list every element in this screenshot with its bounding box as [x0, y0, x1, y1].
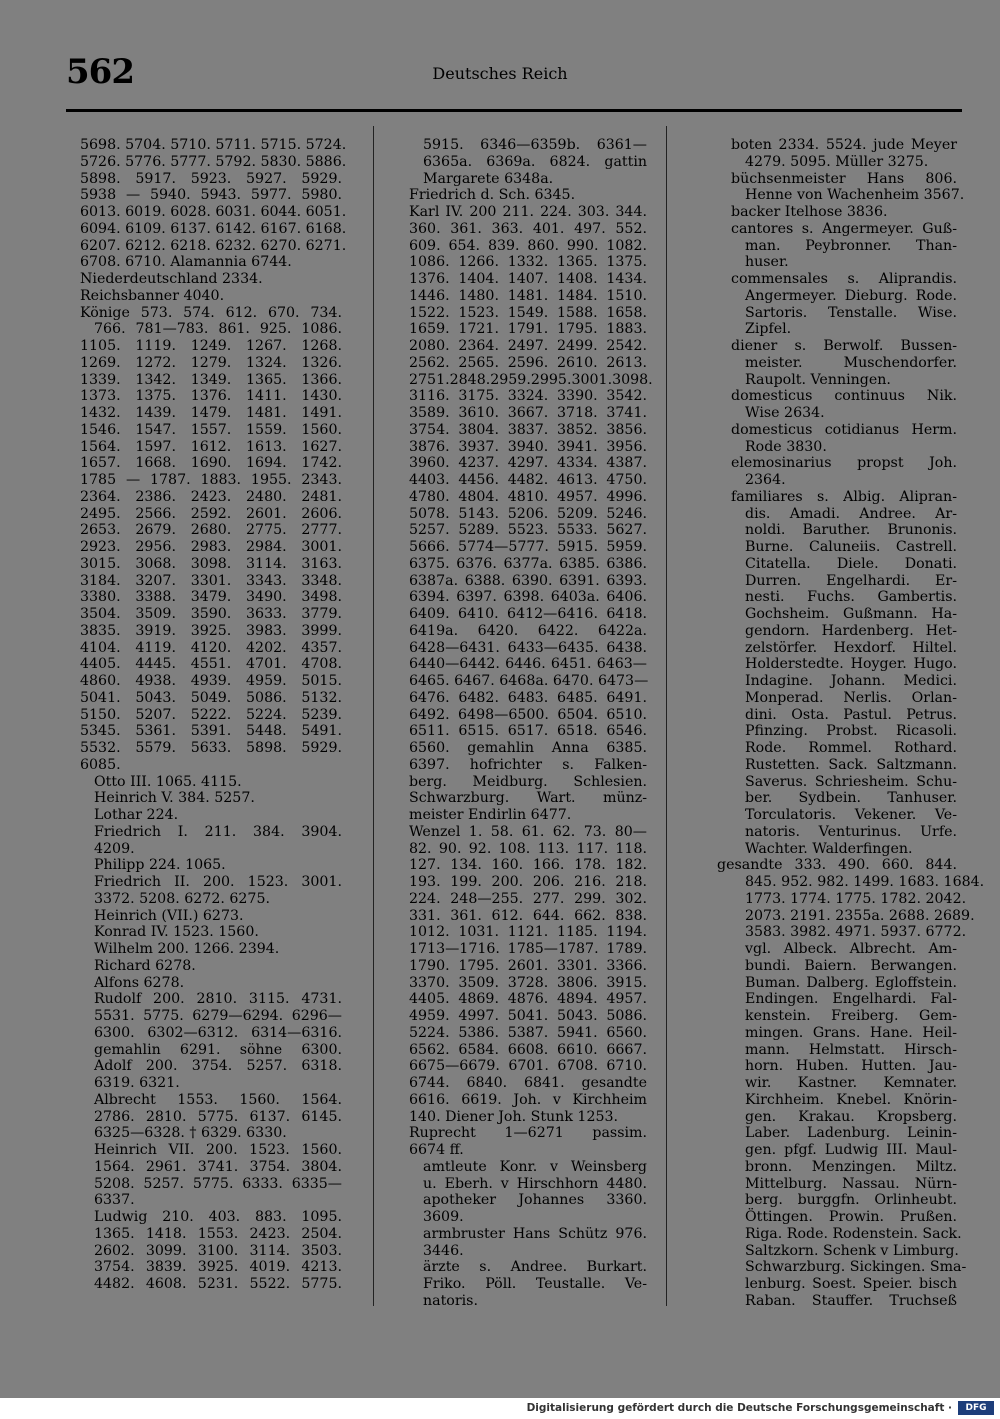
index-line: wir. Kastner. Kemnater.	[745, 1075, 957, 1091]
index-line: 6465. 6467. 6468a. 6470. 6473—	[409, 673, 649, 689]
index-line: 766. 781—783. 861. 925. 1086.	[94, 321, 342, 338]
index-line: mingen. Grans. Hane. Heil-	[745, 1024, 957, 1041]
index-line: Saltzkorn. Schenk v Limburg.	[745, 1242, 959, 1259]
index-line: 6375. 6376. 6377a. 6385. 6386.	[409, 555, 647, 572]
index-line: 1564. 1597. 1612. 1613. 1627.	[80, 438, 342, 455]
index-line: 1432. 1439. 1479. 1481. 1491.	[80, 405, 342, 421]
index-line: 6492. 6498—6500. 6504. 6510.	[409, 706, 647, 723]
index-line: 3370. 3509. 3728. 3806. 3915.	[409, 974, 647, 991]
index-line: ärzte s. Andree. Burkart.	[423, 1259, 647, 1276]
index-line: Friedrich d. Sch. 6345.	[409, 187, 576, 204]
index-line: 609. 654. 839. 860. 990. 1082.	[409, 237, 647, 254]
index-line: dini. Osta. Pastul. Petrus.	[745, 706, 957, 723]
index-line: Alfons 6278.	[94, 974, 185, 991]
index-line: gesandte 333. 490. 660. 844.	[717, 857, 957, 874]
index-line: armbruster Hans Schütz 976.	[423, 1225, 647, 1242]
index-line: 5150. 5207. 5222. 5224. 5239.	[80, 706, 342, 723]
index-line: Könige 573. 574. 612. 670. 734.	[80, 304, 342, 321]
index-line: 1713—1716. 1785—1787. 1789.	[409, 941, 647, 957]
index-line: 1785 — 1787. 1883. 1955. 2343.	[80, 472, 342, 488]
index-line: Lothar 224.	[94, 807, 179, 823]
index-line: 4780. 4804. 4810. 4957. 4996.	[409, 488, 647, 505]
index-line: gemahlin 6291. söhne 6300.	[94, 1041, 342, 1058]
index-line: 3116. 3175. 3324. 3390. 3542.	[409, 388, 647, 405]
index-line: Wilhelm 200. 1266. 2394.	[94, 941, 280, 957]
index-line: 3835. 3919. 3925. 3983. 3999.	[80, 622, 342, 639]
index-line: Richard 6278.	[94, 957, 196, 974]
index-line: Konrad IV. 1523. 1560.	[94, 924, 259, 941]
index-line: horn. Huben. Hutten. Jau-	[745, 1058, 957, 1075]
index-line: Raupolt. Venningen.	[745, 371, 891, 388]
index-line: 360. 361. 363. 401. 497. 552.	[409, 220, 647, 237]
index-line: ber. Sydbein. Tanhuser.	[745, 790, 957, 807]
index-line: lenburg. Soest. Speier. bisch	[745, 1276, 957, 1292]
index-line: 140. Diener Joh. Stunk 1253.	[409, 1108, 619, 1125]
index-line: 5898. 5917. 5923. 5927. 5929.	[80, 170, 342, 187]
index-line: apotheker Johannes 3360.	[423, 1192, 647, 1209]
index-line: 1446. 1480. 1481. 1484. 1510.	[409, 287, 647, 304]
index-line: Pfinzing. Probst. Ricasoli.	[745, 723, 957, 740]
index-line: 6337.	[94, 1192, 135, 1209]
index-line: 6397. hofrichter s. Falken-	[409, 756, 647, 773]
index-line: 6744. 6840. 6841. gesandte	[409, 1075, 647, 1091]
index-line: 6319. 6321.	[94, 1075, 180, 1091]
index-line: 5698. 5704. 5710. 5711. 5715. 5724.	[80, 137, 347, 153]
index-line: Friedrich II. 200. 1523. 3001.	[94, 874, 342, 890]
index-line: 4405. 4869. 4876. 4894. 4957.	[409, 991, 647, 1008]
index-line: Rustetten. Sack. Saltzmann.	[745, 756, 957, 773]
footer-credit: Digitalisierung gefördert durch die Deutsche Forschungsgemeinschaft ·	[526, 1402, 952, 1414]
index-line: 1657. 1668. 1690. 1694. 1742.	[80, 455, 342, 472]
index-line: 6394. 6397. 6398. 6403a. 6406.	[409, 589, 647, 606]
index-line: Niederdeutschland 2334.	[80, 271, 263, 287]
index-line: 2786. 2810. 5775. 6137. 6145.	[94, 1108, 342, 1125]
page-number: 562	[66, 52, 134, 92]
index-line: 3960. 4237. 4297. 4334. 4387.	[409, 455, 647, 472]
index-line: 2923. 2956. 2983. 2984. 3001.	[80, 539, 342, 555]
index-line: Sartoris. Tenstalle. Wise.	[745, 304, 957, 321]
index-line: berg. Meidburg. Schlesien.	[409, 773, 647, 790]
index-line: 6409. 6410. 6412—6416. 6418.	[409, 606, 647, 622]
index-line: 5666. 5774—5777. 5915. 5959.	[409, 539, 647, 555]
index-line: Wachter. Walderfingen.	[745, 840, 913, 857]
index-line: 2653. 2679. 2680. 2775. 2777.	[80, 522, 342, 539]
index-line: 4405. 4445. 4551. 4701. 4708.	[80, 656, 342, 673]
index-line: 1773. 1774. 1775. 1782. 2042.	[745, 890, 967, 907]
index-line: gen. pfgf. Ludwig III. Maul-	[745, 1142, 957, 1158]
index-line: gen. Krakau. Kropsberg.	[745, 1108, 957, 1125]
index-line: Schwarzburg. Sickingen. Sma-	[745, 1259, 967, 1276]
index-line: noldi. Baruther. Brunonis.	[745, 522, 957, 539]
index-line: 6428—6431. 6433—6435. 6438.	[409, 639, 647, 656]
index-line: diener s. Berwolf. Bussen-	[731, 338, 957, 354]
index-line: 845. 952. 982. 1499. 1683. 1684.	[745, 874, 985, 890]
index-line: 1339. 1342. 1349. 1365. 1366.	[80, 371, 342, 388]
index-line: 6560. gemahlin Anna 6385.	[409, 740, 647, 756]
index-line: 6674 ff.	[409, 1142, 464, 1158]
index-line: büchsenmeister Hans 806.	[731, 170, 957, 187]
index-line: 6365a. 6369a. 6824. gattin	[423, 153, 647, 170]
index-line: 82. 90. 92. 108. 113. 117. 118.	[409, 840, 647, 857]
index-line: domesticus continuus Nik.	[731, 388, 957, 405]
index-line: elemosinarius propst Joh.	[731, 455, 957, 472]
index-line: Friedrich I. 211. 384. 3904.	[94, 823, 342, 840]
index-line: Ruprecht 1—6271 passim.	[409, 1125, 647, 1142]
index-line: 6616. 6619. Joh. v Kirchheim	[409, 1091, 647, 1108]
index-line: cantores s. Angermeyer. Guß-	[731, 220, 957, 237]
index-line: Riga. Rode. Rodenstein. Sack.	[745, 1225, 962, 1242]
index-line: Endingen. Engelhardi. Fal-	[745, 991, 957, 1008]
index-line: backer Itelhose 3836.	[731, 204, 888, 220]
index-line: 5531. 5775. 6279—6294. 6296—	[94, 1008, 342, 1024]
index-line: bundi. Baiern. Berwangen.	[745, 957, 957, 974]
header-rule	[66, 109, 962, 112]
index-line: 3504. 3509. 3590. 3633. 3779.	[80, 606, 342, 622]
index-line: 1373. 1375. 1376. 1411. 1430.	[80, 388, 342, 405]
index-line: 4959. 4997. 5041. 5043. 5086.	[409, 1008, 647, 1024]
index-line: Henne von Wachenheim 3567.	[745, 187, 965, 204]
index-line: Indagine. Johann. Medici.	[745, 673, 957, 689]
index-line: 2364.	[745, 472, 786, 488]
index-column-3	[717, 137, 985, 1310]
index-line: 3015. 3068. 3098. 3114. 3163.	[80, 555, 342, 572]
index-line: Friko. Pöll. Teustalle. Ve-	[423, 1276, 647, 1292]
index-line: Gochsheim. Gußmann. Ha-	[745, 606, 957, 622]
index-line: 224. 248—255. 277. 299. 302.	[409, 890, 647, 907]
index-line: 1546. 1547. 1557. 1559. 1560.	[80, 421, 342, 438]
index-line: Wenzel 1. 58. 61. 62. 73. 80—	[409, 823, 647, 840]
index-line: u. Eberh. v Hirschhorn 4480.	[423, 1175, 647, 1192]
index-line: Citatella. Diele. Donati.	[745, 555, 957, 572]
index-line: 3583. 3982. 4971. 5937. 6772.	[745, 924, 967, 941]
index-line: Holderstedte. Hoyger. Hugo.	[745, 656, 957, 673]
index-line: 2495. 2566. 2592. 2601. 2606.	[80, 505, 342, 522]
index-line: 1086. 1266. 1332. 1365. 1375.	[409, 254, 647, 271]
index-line: Rode. Rommel. Rothard.	[745, 740, 957, 756]
index-line: Monperad. Nerlis. Orlan-	[745, 689, 957, 706]
dfg-logo: DFG	[958, 1401, 994, 1415]
index-line: Torculatoris. Vekener. Ve-	[745, 807, 957, 823]
index-line: vgl. Albeck. Albrecht. Am-	[745, 941, 957, 957]
index-line: gendorn. Hardenberg. Het-	[745, 622, 957, 639]
index-line: 5532. 5579. 5633. 5898. 5929.	[80, 740, 342, 756]
index-line: domesticus cotidianus Herm.	[731, 421, 957, 438]
index-line: man. Peybronner. Than-	[745, 237, 957, 254]
index-column-1	[80, 137, 347, 1293]
index-line: 5041. 5043. 5049. 5086. 5132.	[80, 689, 342, 706]
index-line: 127. 134. 160. 166. 178. 182.	[409, 857, 647, 874]
index-line: 5938 — 5940. 5943. 5977. 5980.	[80, 187, 342, 204]
index-line: 4860. 4938. 4939. 4959. 5015.	[80, 673, 342, 689]
index-line: Raban. Stauffer. Truchseß	[745, 1292, 957, 1309]
index-line: 3754. 3839. 3925. 4019. 4213.	[94, 1259, 342, 1276]
index-line: amtleute Konr. v Weinsberg	[423, 1158, 647, 1175]
index-line: Burne. Caluneiis. Castrell.	[745, 539, 957, 555]
index-line: 1522. 1523. 1549. 1588. 1658.	[409, 304, 647, 321]
index-line: Ludwig 210. 403. 883. 1095.	[94, 1209, 342, 1225]
index-line: Heinrich (VII.) 6273.	[94, 907, 244, 924]
index-line: dis. Amadi. Andree. Ar-	[745, 505, 957, 522]
index-line: 5915. 6346—6359b. 6361—	[423, 137, 647, 153]
index-line: 2364. 2386. 2423. 2480. 2481.	[80, 488, 342, 505]
index-line: Otto III. 1065. 4115.	[94, 773, 242, 790]
index-line: familiares s. Albig. Alipran-	[731, 488, 957, 505]
index-line: 6013. 6019. 6028. 6031. 6044. 6051.	[80, 204, 347, 220]
index-line: 4279. 5095. Müller 3275.	[745, 153, 929, 170]
index-line: zelstörfer. Hexdorf. Hiltel.	[745, 639, 957, 656]
index-line: 6675—6679. 6701. 6708. 6710.	[409, 1058, 647, 1075]
index-line: Zipfel.	[745, 321, 792, 338]
index-line: Wise 2634.	[745, 405, 825, 421]
index-line: Heinrich VII. 200. 1523. 1560.	[94, 1142, 342, 1158]
footer-bar	[0, 1398, 1000, 1419]
index-line: Öttingen. Prowin. Prußen.	[745, 1209, 957, 1225]
index-line: Reichsbanner 4040.	[80, 287, 225, 304]
index-line: 3754. 3804. 3837. 3852. 3856.	[409, 421, 647, 438]
index-line: 6476. 6482. 6483. 6485. 6491.	[409, 689, 647, 706]
index-line: 2602. 3099. 3100. 3114. 3503.	[94, 1242, 342, 1259]
index-line: Heinrich V. 384. 5257.	[94, 790, 255, 807]
index-line: Albrecht 1553. 1560. 1564.	[94, 1091, 342, 1108]
index-line: 6511. 6515. 6517. 6518. 6546.	[409, 723, 647, 740]
index-line: 6300. 6302—6312. 6314—6316.	[94, 1024, 342, 1041]
index-line: Philipp 224. 1065.	[94, 857, 226, 874]
index-line: Margarete 6348a.	[423, 170, 554, 187]
index-line: 6562. 6584. 6608. 6610. 6667.	[409, 1041, 647, 1058]
index-line: 3446.	[423, 1242, 464, 1259]
page-title: Deutsches Reich	[432, 64, 568, 83]
index-line: 2080. 2364. 2497. 2499. 2542.	[409, 338, 647, 354]
index-line: 6387a. 6388. 6390. 6391. 6393.	[409, 572, 647, 589]
index-line: 5078. 5143. 5206. 5209. 5246.	[409, 505, 647, 522]
index-line: kenstein. Freiberg. Gem-	[745, 1008, 957, 1024]
index-line: nesti. Fuchs. Gambertis.	[745, 589, 957, 606]
index-line: 5208. 5257. 5775. 6333. 6335—	[94, 1175, 342, 1192]
index-line: Schwarzburg. Wart. münz-	[409, 790, 647, 807]
index-line: 2751.2848.2959.2995.3001.3098.	[409, 371, 653, 388]
index-line: natoris. Venturinus. Urfe.	[745, 823, 957, 840]
index-line: 4104. 4119. 4120. 4202. 4357.	[80, 639, 342, 656]
index-line: 1105. 1119. 1249. 1267. 1268.	[80, 338, 342, 354]
index-line: Durren. Engelhardi. Er-	[745, 572, 957, 589]
index-line: commensales s. Aliprandis.	[731, 271, 957, 287]
index-line: Rudolf 200. 2810. 3115. 4731.	[94, 991, 342, 1008]
index-line: 5345. 5361. 5391. 5448. 5491.	[80, 723, 342, 740]
index-line: Kirchheim. Knebel. Knörin-	[745, 1091, 957, 1108]
index-line: huser.	[745, 254, 789, 271]
index-line: boten 2334. 5524. jude Meyer	[731, 137, 957, 153]
index-line: Karl IV. 200 211. 224. 303. 344.	[409, 204, 647, 220]
index-line: 4209.	[94, 840, 135, 857]
index-line: 6094. 6109. 6137. 6142. 6167. 6168.	[80, 220, 347, 237]
index-line: 1012. 1031. 1121. 1185. 1194.	[409, 924, 647, 941]
index-line: 3609.	[423, 1209, 464, 1225]
index-line: 3589. 3610. 3667. 3718. 3741.	[409, 405, 647, 421]
index-line: 4482. 4608. 5231. 5522. 5775.	[94, 1276, 342, 1292]
index-line: natoris.	[423, 1292, 478, 1309]
index-line: mann. Helmstatt. Hirsch-	[745, 1041, 957, 1058]
index-line: berg. burggfn. Orlinheubt.	[745, 1192, 957, 1209]
index-line: 3372. 5208. 6272. 6275.	[94, 890, 270, 907]
index-line: Adolf 200. 3754. 5257. 6318.	[94, 1058, 342, 1075]
index-line: 1564. 2961. 3741. 3754. 3804.	[94, 1158, 342, 1175]
index-line: 2073. 2191. 2355a. 2688. 2689.	[745, 907, 975, 924]
index-line: 1659. 1721. 1791. 1795. 1883.	[409, 321, 647, 338]
index-line: 6325—6328. † 6329. 6330.	[94, 1125, 287, 1142]
index-line: Rode 3830.	[745, 438, 827, 455]
index-line: 3380. 3388. 3479. 3490. 3498.	[80, 589, 342, 606]
index-line: Saverus. Schriesheim. Schu-	[745, 773, 957, 790]
index-line: meister. Muschendorfer.	[745, 354, 957, 371]
index-line: 1790. 1795. 2601. 3301. 3366.	[409, 957, 647, 974]
index-line: 2562. 2565. 2596. 2610. 2613.	[409, 354, 647, 371]
index-line: Mittelburg. Nassau. Nürn-	[745, 1175, 957, 1192]
index-line: 5257. 5289. 5523. 5533. 5627.	[409, 522, 647, 539]
index-line: 6085.	[80, 756, 121, 773]
index-line: 5224. 5386. 5387. 5941. 6560.	[409, 1024, 647, 1041]
column-separator-2	[666, 126, 667, 1306]
index-line: 3876. 3937. 3940. 3941. 3956.	[409, 438, 647, 455]
index-line: Laber. Ladenburg. Leinin-	[745, 1125, 957, 1142]
index-column-2	[409, 137, 653, 1310]
index-line: 3184. 3207. 3301. 3343. 3348.	[80, 572, 342, 589]
index-line: 4403. 4456. 4482. 4613. 4750.	[409, 472, 647, 488]
index-line: 1269. 1272. 1279. 1324. 1326.	[80, 354, 342, 371]
index-line: 1365. 1418. 1553. 2423. 2504.	[94, 1225, 342, 1242]
index-line: Angermeyer. Dieburg. Rode.	[745, 287, 957, 304]
index-line: 331. 361. 612. 644. 662. 838.	[409, 907, 647, 924]
index-line: 6708. 6710. Alamannia 6744.	[80, 254, 292, 271]
index-line: bronn. Menzingen. Miltz.	[745, 1158, 957, 1175]
index-line: 6207. 6212. 6218. 6232. 6270. 6271.	[80, 237, 347, 254]
index-line: 193. 199. 200. 206. 216. 218.	[409, 874, 647, 890]
index-line: Buman. Dalberg. Egloffstein.	[745, 974, 957, 991]
index-line: 6440—6442. 6446. 6451. 6463—	[409, 656, 647, 673]
column-separator-1	[373, 126, 374, 1306]
index-line: meister Endirlin 6477.	[409, 807, 572, 823]
index-line: 1376. 1404. 1407. 1408. 1434.	[409, 271, 647, 287]
index-line: 5726. 5776. 5777. 5792. 5830. 5886.	[80, 153, 347, 170]
index-line: 6419a. 6420. 6422. 6422a.	[409, 622, 647, 639]
